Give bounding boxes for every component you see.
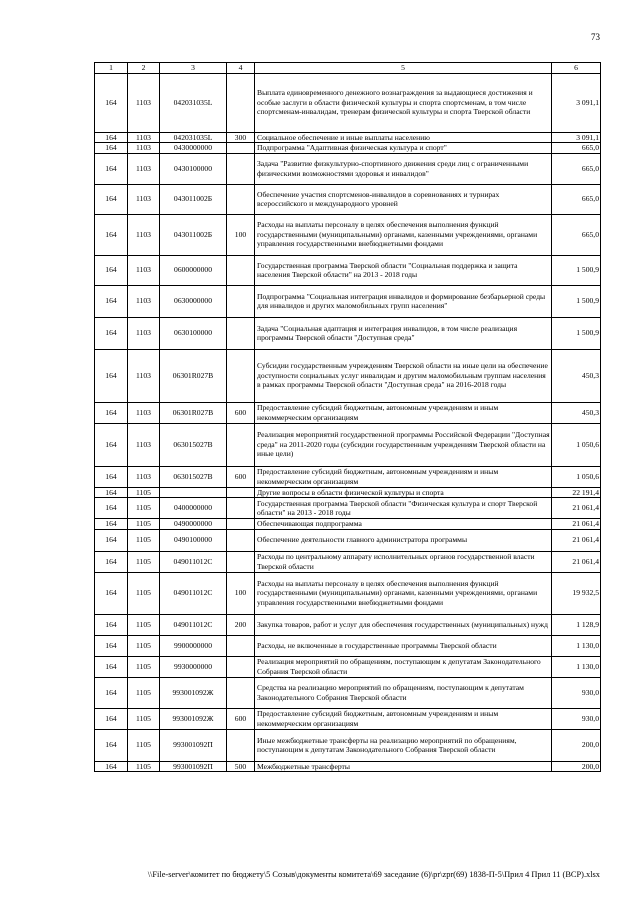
section-code-cell: 1105 [128, 761, 160, 772]
item-name-cell: Обеспечивающая подпрограмма [255, 519, 552, 530]
target-article-cell: 049011012C [160, 551, 227, 572]
table-row [95, 614, 601, 635]
table-row [95, 498, 601, 519]
target-article-cell: 9930000000 [160, 656, 227, 677]
column-number-row [95, 63, 601, 74]
amount-cell: 3 091,1 [552, 132, 601, 143]
target-article-cell: 049011012C [160, 572, 227, 614]
admin-code-cell: 164 [95, 635, 128, 656]
item-name-cell: Иные межбюджетные трансферты на реализацию мероприятий по обращениям, поступающим к депутатам Законодательного Собрания Тверской области [255, 729, 552, 761]
amount-cell: 665,0 [552, 214, 601, 255]
expense-type-cell [227, 423, 255, 466]
target-article-cell: 0630100000 [160, 317, 227, 349]
table-row [95, 729, 601, 761]
item-name-cell: Другие вопросы в области физической культуры и спорта [255, 487, 552, 498]
target-article-cell: 0430000000 [160, 143, 227, 154]
amount-cell: 1 050,6 [552, 466, 601, 487]
admin-code-cell: 164 [95, 73, 128, 132]
page-number: 73 [591, 32, 600, 42]
admin-code-cell: 164 [95, 349, 128, 402]
target-article-cell: 0490000000 [160, 519, 227, 530]
expense-type-cell [227, 529, 255, 551]
amount-cell: 3 091,1 [552, 73, 601, 132]
expense-type-cell [227, 255, 255, 285]
table-row [95, 73, 601, 132]
amount-cell: 930,0 [552, 677, 601, 708]
item-name-cell: Закупка товаров, работ и услуг для обеспечения государственных (муниципальных) нужд [255, 614, 552, 635]
table-row [95, 285, 601, 317]
amount-cell: 665,0 [552, 153, 601, 184]
target-article-cell: 043011002Б [160, 214, 227, 255]
section-code-cell: 1105 [128, 614, 160, 635]
item-name-cell: Расходы по центральному аппарату исполнительных органов государственной власти Тверской области [255, 551, 552, 572]
table-row [95, 317, 601, 349]
section-code-cell: 1105 [128, 519, 160, 530]
target-article-cell: 993001092Ж [160, 708, 227, 729]
admin-code-cell: 164 [95, 285, 128, 317]
admin-code-cell: 164 [95, 487, 128, 498]
section-code-cell: 1105 [128, 498, 160, 519]
section-code-cell: 1105 [128, 529, 160, 551]
table-row [95, 423, 601, 466]
expense-type-cell: 600 [227, 402, 255, 423]
expense-type-cell [227, 184, 255, 214]
expense-type-cell [227, 317, 255, 349]
section-code-cell: 1105 [128, 635, 160, 656]
amount-cell: 1 050,6 [552, 423, 601, 466]
item-name-cell: Реализация мероприятий государственной программы Российской Федерации "Доступная среда" на 2011-2020 годы (субсидии государственным учреждениям Тверской области на иные цели) [255, 423, 552, 466]
item-name-cell: Задача "Развитие физкультурно-спортивного движения среди лиц с ограниченными физическими возможностями здоровья и инвалидов" [255, 153, 552, 184]
expense-type-cell: 100 [227, 572, 255, 614]
section-code-cell: 1105 [128, 677, 160, 708]
target-article-cell: 0430100000 [160, 153, 227, 184]
target-article-cell [160, 487, 227, 498]
admin-code-cell: 164 [95, 255, 128, 285]
expense-type-cell [227, 729, 255, 761]
section-code-cell: 1103 [128, 73, 160, 132]
expense-type-cell: 100 [227, 214, 255, 255]
target-article-cell: 993001092Ж [160, 677, 227, 708]
item-name-cell: Средства на реализацию мероприятий по обращениям, поступающим к депутатам Законодательного Собрания Тверской области [255, 677, 552, 708]
admin-code-cell: 164 [95, 214, 128, 255]
section-code-cell: 1103 [128, 214, 160, 255]
section-code-cell: 1103 [128, 317, 160, 349]
table-row [95, 255, 601, 285]
section-code-cell: 1103 [128, 402, 160, 423]
expense-type-cell [227, 143, 255, 154]
admin-code-cell: 164 [95, 529, 128, 551]
target-article-cell: 0630000000 [160, 285, 227, 317]
item-name-cell: Задача "Социальная адаптация и интеграция инвалидов, в том числе реализация программы Тверской области "Доступная среда" [255, 317, 552, 349]
table-row [95, 656, 601, 677]
item-name-cell: Подпрограмма "Адаптивная физическая культура и спорт" [255, 143, 552, 154]
section-code-cell: 1105 [128, 708, 160, 729]
item-name-cell: Выплата единовременного денежного вознаграждения за выдающиеся достижения и особые заслуги в области физической культуры и спорта спортсменам, в том числе спортсменам-инвалидам, тренерам физической культуры и спорта Тверской области [255, 73, 552, 132]
section-code-cell: 1103 [128, 255, 160, 285]
amount-cell: 930,0 [552, 708, 601, 729]
expense-type-cell [227, 349, 255, 402]
amount-cell: 450,3 [552, 349, 601, 402]
section-code-cell: 1103 [128, 153, 160, 184]
expense-type-cell [227, 285, 255, 317]
table-row [95, 349, 601, 402]
target-article-cell: 0400000000 [160, 498, 227, 519]
section-code-cell: 1103 [128, 285, 160, 317]
table-row [95, 132, 601, 143]
admin-code-cell: 164 [95, 143, 128, 154]
admin-code-cell: 164 [95, 317, 128, 349]
table-row [95, 402, 601, 423]
item-name-cell: Расходы на выплаты персоналу в целях обеспечения выполнения функций государственными (муниципальными) органами, казенными учреждениями, органами управления государственными внебюджетными фондами [255, 572, 552, 614]
admin-code-cell: 164 [95, 614, 128, 635]
amount-cell: 450,3 [552, 402, 601, 423]
admin-code-cell: 164 [95, 519, 128, 530]
amount-cell: 19 932,5 [552, 572, 601, 614]
amount-cell: 1 500,9 [552, 285, 601, 317]
table-row [95, 635, 601, 656]
expense-type-cell: 200 [227, 614, 255, 635]
section-code-cell: 1103 [128, 349, 160, 402]
item-name-cell: Реализация мероприятий по обращениям, поступающим к депутатам Законодательного Собрания Тверской области [255, 656, 552, 677]
column-header: 3 [160, 63, 227, 74]
item-name-cell: Межбюджетные трансферты [255, 761, 552, 772]
column-header: 2 [128, 63, 160, 74]
item-name-cell: Субсидии государственным учреждениям Тверской области на иные цели на обеспечение доступности социальных услуг инвалидам и другим маломобильным группам населения в рамках программы Тверской области "Доступная среда" на 2016-2018 годы [255, 349, 552, 402]
admin-code-cell: 164 [95, 677, 128, 708]
column-header: 4 [227, 63, 255, 74]
section-code-cell: 1103 [128, 423, 160, 466]
table-row [95, 466, 601, 487]
amount-cell: 1 128,9 [552, 614, 601, 635]
amount-cell: 200,0 [552, 761, 601, 772]
column-header: 5 [255, 63, 552, 74]
target-article-cell: 0600000000 [160, 255, 227, 285]
section-code-cell: 1105 [128, 656, 160, 677]
amount-cell: 1 130,0 [552, 656, 601, 677]
table-row [95, 143, 601, 154]
amount-cell: 21 061,4 [552, 519, 601, 530]
section-code-cell: 1103 [128, 184, 160, 214]
target-article-cell: 993001092П [160, 729, 227, 761]
admin-code-cell: 164 [95, 132, 128, 143]
target-article-cell: 063015027B [160, 466, 227, 487]
item-name-cell: Предоставление субсидий бюджетным, автономным учреждениям и иным некоммерческим организациям [255, 708, 552, 729]
section-code-cell: 1105 [128, 551, 160, 572]
target-article-cell: 993001092П [160, 761, 227, 772]
amount-cell: 21 061,4 [552, 529, 601, 551]
admin-code-cell: 164 [95, 423, 128, 466]
admin-code-cell: 164 [95, 551, 128, 572]
table-row [95, 487, 601, 498]
column-header: 1 [95, 63, 128, 74]
target-article-cell: 042031035L [160, 132, 227, 143]
item-name-cell: Обеспечение деятельности главного администратора программы [255, 529, 552, 551]
expense-type-cell: 600 [227, 466, 255, 487]
table-row [95, 572, 601, 614]
section-code-cell: 1103 [128, 132, 160, 143]
expense-type-cell [227, 656, 255, 677]
amount-cell: 665,0 [552, 143, 601, 154]
item-name-cell: Предоставление субсидий бюджетным, автономным учреждениям и иным некоммерческим организациям [255, 466, 552, 487]
item-name-cell: Подпрограмма "Социальная интеграция инвалидов и формирование безбарьерной среды для инвалидов и других маломобильных групп населения" [255, 285, 552, 317]
target-article-cell: 043011002Б [160, 184, 227, 214]
admin-code-cell: 164 [95, 729, 128, 761]
amount-cell: 1 500,9 [552, 317, 601, 349]
target-article-cell: 042031035L [160, 73, 227, 132]
admin-code-cell: 164 [95, 572, 128, 614]
target-article-cell: 063015027B [160, 423, 227, 466]
table-row [95, 529, 601, 551]
table-row [95, 153, 601, 184]
budget-table [94, 62, 601, 772]
item-name-cell: Расходы, не включенные в государственные программы Тверской области [255, 635, 552, 656]
admin-code-cell: 164 [95, 656, 128, 677]
admin-code-cell: 164 [95, 402, 128, 423]
target-article-cell: 9900000000 [160, 635, 227, 656]
section-code-cell: 1103 [128, 466, 160, 487]
admin-code-cell: 164 [95, 708, 128, 729]
expense-type-cell [227, 498, 255, 519]
item-name-cell: Расходы на выплаты персоналу в целях обеспечения выполнения функций государственными (муниципальными) органами, казенными учреждениями, органами управления государственными внебюджетными фондами [255, 214, 552, 255]
expense-type-cell [227, 73, 255, 132]
section-code-cell: 1105 [128, 729, 160, 761]
expense-type-cell [227, 635, 255, 656]
admin-code-cell: 164 [95, 466, 128, 487]
admin-code-cell: 164 [95, 761, 128, 772]
target-article-cell: 049011012C [160, 614, 227, 635]
expense-type-cell: 300 [227, 132, 255, 143]
amount-cell: 21 061,4 [552, 498, 601, 519]
table-row [95, 761, 601, 772]
section-code-cell: 1105 [128, 572, 160, 614]
admin-code-cell: 164 [95, 153, 128, 184]
expense-type-cell [227, 153, 255, 184]
item-name-cell: Государственная программа Тверской области "Социальная поддержка и защита населения Тверской области" на 2013 - 2018 годы [255, 255, 552, 285]
table-row [95, 677, 601, 708]
table-row [95, 708, 601, 729]
admin-code-cell: 164 [95, 498, 128, 519]
file-path-footer: \\File-server\комитет по бюджету\5 Созыв\документы комитета\69 заседание (6)\pr\zpr(69) 1838-П-5\Прил 4 Прил 11 (ВСР).xlsx [147, 870, 600, 879]
amount-cell: 22 191,4 [552, 487, 601, 498]
expense-type-cell [227, 519, 255, 530]
item-name-cell: Предоставление субсидий бюджетным, автономным учреждениям и иным некоммерческим организациям [255, 402, 552, 423]
expense-type-cell [227, 551, 255, 572]
admin-code-cell: 164 [95, 184, 128, 214]
item-name-cell: Обеспечение участия спортсменов-инвалидов в соревнованиях и турнирах всероссийского и международного уровней [255, 184, 552, 214]
amount-cell: 1 130,0 [552, 635, 601, 656]
item-name-cell: Государственная программа Тверской области "Физическая культура и спорт Тверской области" на 2013 - 2018 годы [255, 498, 552, 519]
target-article-cell: 0490100000 [160, 529, 227, 551]
expense-type-cell: 500 [227, 761, 255, 772]
table-row [95, 551, 601, 572]
amount-cell: 1 500,9 [552, 255, 601, 285]
expense-type-cell [227, 487, 255, 498]
expense-type-cell: 600 [227, 708, 255, 729]
amount-cell: 665,0 [552, 184, 601, 214]
table-row [95, 214, 601, 255]
item-name-cell: Социальное обеспечение и иные выплаты населению [255, 132, 552, 143]
target-article-cell: 06301R027B [160, 402, 227, 423]
table-row [95, 184, 601, 214]
expense-type-cell [227, 677, 255, 708]
amount-cell: 21 061,4 [552, 551, 601, 572]
section-code-cell: 1105 [128, 487, 160, 498]
amount-cell: 200,0 [552, 729, 601, 761]
table-row [95, 519, 601, 530]
section-code-cell: 1103 [128, 143, 160, 154]
target-article-cell: 06301R027B [160, 349, 227, 402]
column-header: 6 [552, 63, 601, 74]
